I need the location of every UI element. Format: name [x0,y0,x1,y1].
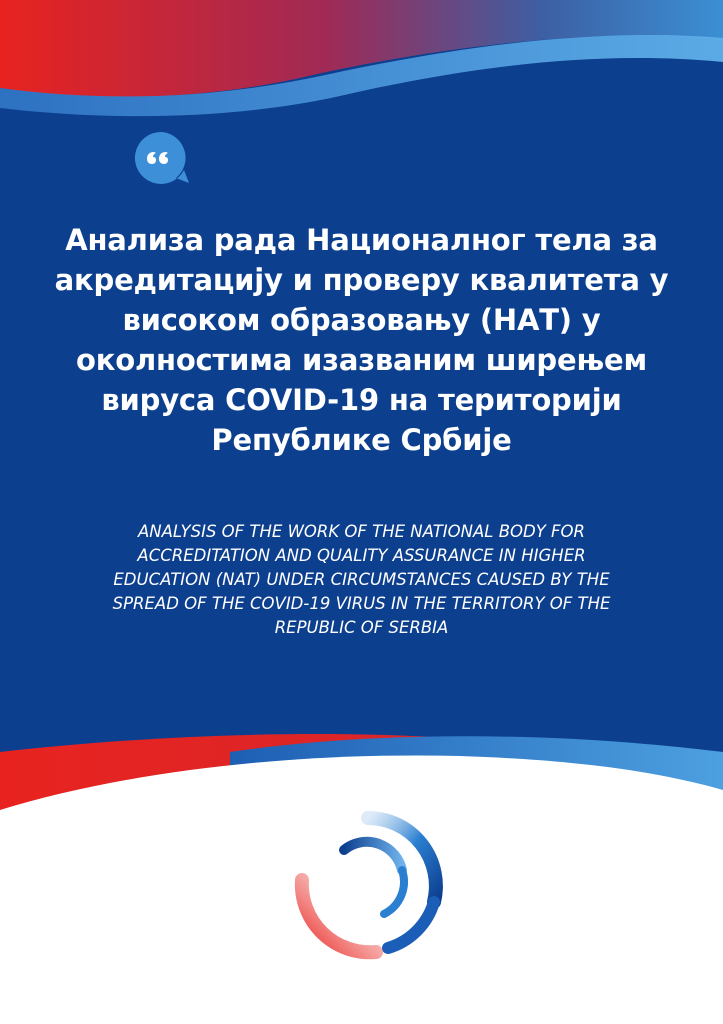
ring-logo-icon [288,810,448,960]
title-english: ANALYSIS OF THE WORK OF THE NATIONAL BODY FOR ACCREDITATION AND QUALITY ASSURANCE IN HIGHER EDUCATION (NAT) UNDER CIRCUMSTANCES CAUSED BY THE SPREAD OF THE COVID-19 VIRUS IN THE TERRITORY OF THE REPUBLIC OF SERBIA [112,522,611,637]
title-serbian: Анализа рада Националног тела за акредитацију и проверу квалитета у високом образовању (НАТ) у околностима изазваним ширењем вируса COVID-19 на територији Републике Србије [54,223,669,457]
quote-icon [134,130,190,186]
